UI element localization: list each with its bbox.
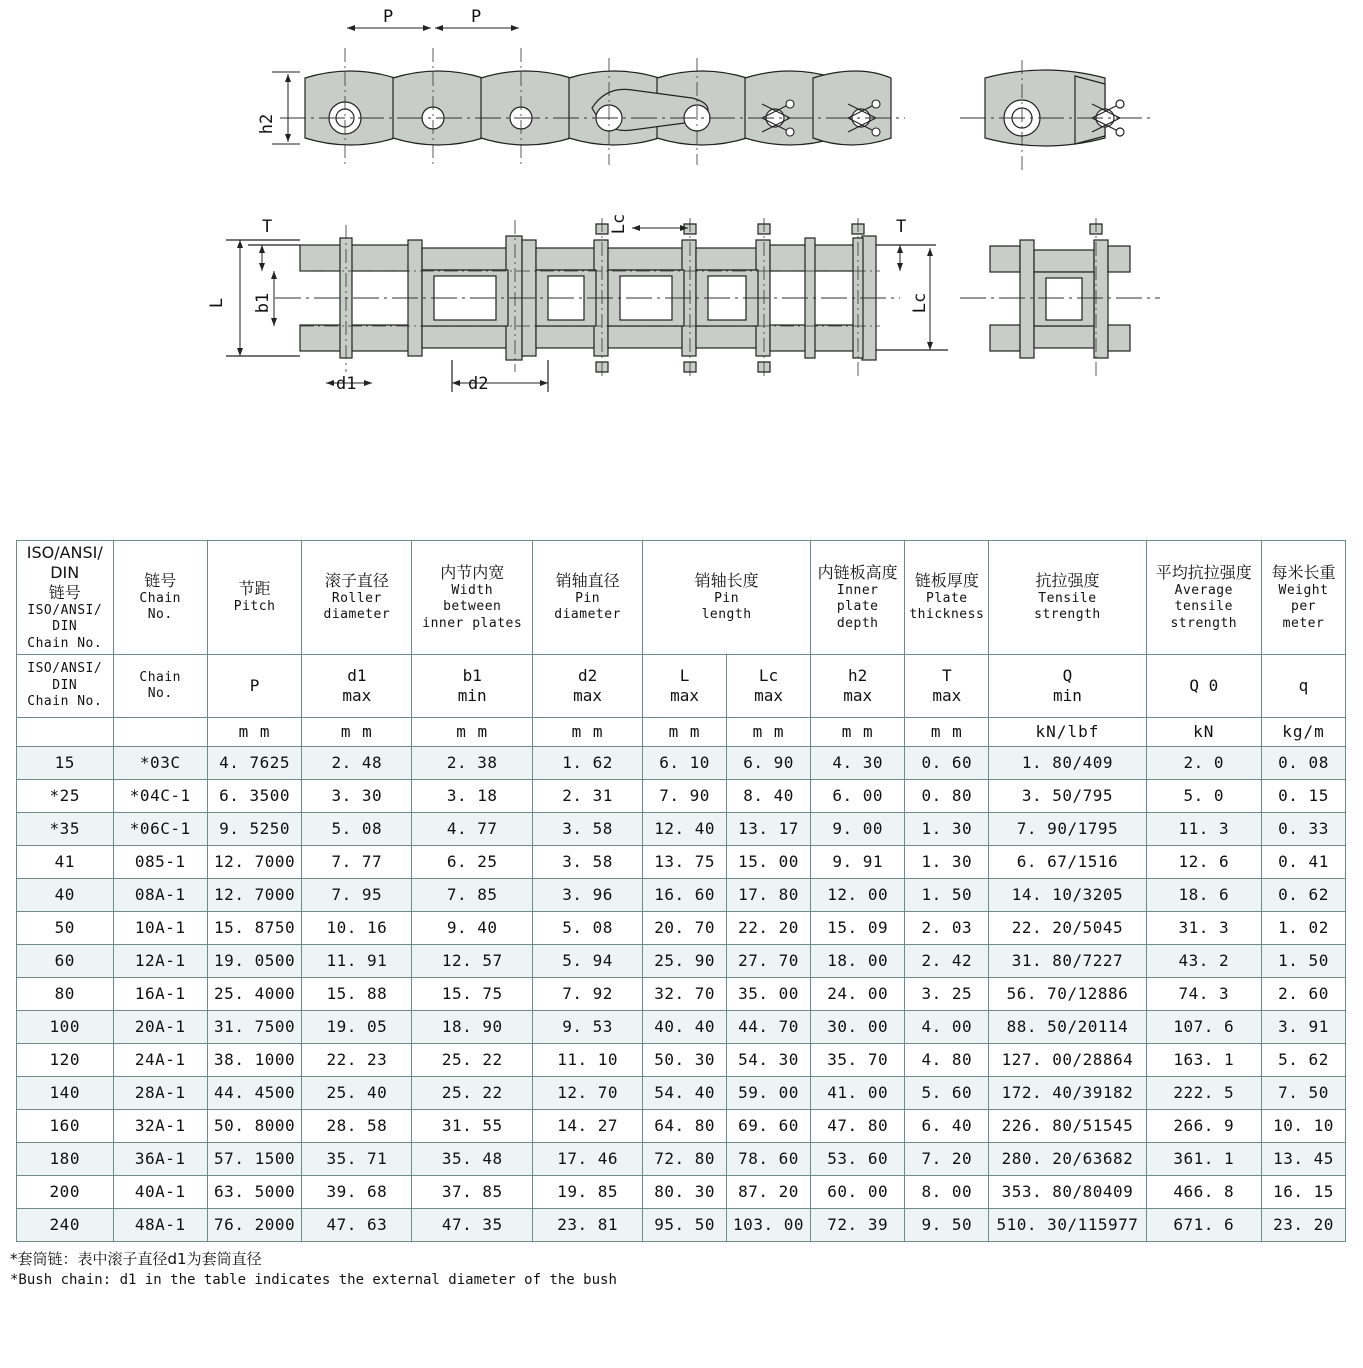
table-cell: 25. 4000: [207, 977, 301, 1010]
table-cell: 6. 67/1516: [989, 845, 1146, 878]
table-cell: 08A-1: [113, 878, 207, 911]
table-cell: 35. 71: [302, 1142, 412, 1175]
table-cell: 40A-1: [113, 1175, 207, 1208]
th-unit-lc: m m: [727, 717, 811, 746]
table-cell: 20. 70: [643, 911, 727, 944]
table-cell: 127. 00/28864: [989, 1043, 1146, 1076]
table-row: [17, 977, 1346, 1010]
table-cell: 7. 85: [412, 878, 533, 911]
table-cell: 31. 80/7227: [989, 944, 1146, 977]
table-cell: 80: [17, 977, 114, 1010]
chain-drawing-svg: [0, 0, 1363, 540]
table-cell: 12. 6: [1146, 845, 1261, 878]
th-sym-iso: ISO/ANSI/ DIN Chain No.: [17, 654, 114, 717]
table-cell: 8. 00: [905, 1175, 989, 1208]
connecting-link-detail: [960, 60, 1150, 172]
table-cell: 47. 80: [810, 1109, 904, 1142]
table-cell: 240: [17, 1208, 114, 1241]
th-unit-p: m m: [207, 717, 301, 746]
label-t-right: T: [896, 217, 907, 237]
table-cell: 3. 25: [905, 977, 989, 1010]
table-cell: 31. 7500: [207, 1010, 301, 1043]
chain-spec-table: [16, 540, 1346, 1242]
table-cell: 9. 00: [810, 812, 904, 845]
table-cell: 5. 62: [1261, 1043, 1345, 1076]
table-cell: 40: [17, 878, 114, 911]
table-cell: 1. 30: [905, 812, 989, 845]
table-cell: 4. 80: [905, 1043, 989, 1076]
table-cell: 085-1: [113, 845, 207, 878]
table-cell: 10A-1: [113, 911, 207, 944]
th-sym-b1: b1 min: [412, 654, 533, 717]
table-cell: 1. 50: [905, 878, 989, 911]
table-cell: 107. 6: [1146, 1010, 1261, 1043]
table-cell: 3. 58: [533, 845, 643, 878]
table-cell: 9. 91: [810, 845, 904, 878]
table-cell: *04C-1: [113, 779, 207, 812]
table-cell: 0. 80: [905, 779, 989, 812]
table-cell: 7. 92: [533, 977, 643, 1010]
table-cell: 41. 00: [810, 1076, 904, 1109]
th-sym-lc: Lc max: [727, 654, 811, 717]
table-cell: 5. 0: [1146, 779, 1261, 812]
table-cell: 5. 08: [302, 812, 412, 845]
table-cell: 11. 3: [1146, 812, 1261, 845]
table-cell: 9. 50: [905, 1208, 989, 1241]
table-cell: 37. 85: [412, 1175, 533, 1208]
table-cell: 172. 40/39182: [989, 1076, 1146, 1109]
table-cell: 18. 00: [810, 944, 904, 977]
label-d2: d2: [468, 374, 489, 394]
table-cell: 14. 10/3205: [989, 878, 1146, 911]
table-cell: 0. 62: [1261, 878, 1345, 911]
table-cell: 22. 20: [727, 911, 811, 944]
table-cell: 266. 9: [1146, 1109, 1261, 1142]
table-row: [17, 1175, 1346, 1208]
table-cell: 466. 8: [1146, 1175, 1261, 1208]
table-cell: 0. 15: [1261, 779, 1345, 812]
table-cell: 4. 7625: [207, 746, 301, 779]
table-cell: 95. 50: [643, 1208, 727, 1241]
table-cell: 7. 77: [302, 845, 412, 878]
th-sym-q: Q min: [989, 654, 1146, 717]
table-cell: 5. 60: [905, 1076, 989, 1109]
table-cell: 30. 00: [810, 1010, 904, 1043]
table-cell: 222. 5: [1146, 1076, 1261, 1109]
table-cell: 59. 00: [727, 1076, 811, 1109]
table-cell: 50: [17, 911, 114, 944]
table-cell: 76. 2000: [207, 1208, 301, 1241]
table-row: [17, 944, 1346, 977]
table-row: [17, 1076, 1346, 1109]
table-cell: 10. 16: [302, 911, 412, 944]
table-cell: 2. 60: [1261, 977, 1345, 1010]
table-cell: 103. 00: [727, 1208, 811, 1241]
table-cell: 35. 70: [810, 1043, 904, 1076]
th-sym-h2: h2 max: [810, 654, 904, 717]
table-row: [17, 1208, 1346, 1241]
th-chain-no: 链号 Chain No.: [113, 541, 207, 655]
table-cell: 3. 58: [533, 812, 643, 845]
table-cell: 226. 80/51545: [989, 1109, 1146, 1142]
table-cell: 7. 50: [1261, 1076, 1345, 1109]
table-cell: 44. 4500: [207, 1076, 301, 1109]
table-cell: *06C-1: [113, 812, 207, 845]
table-cell: 6. 3500: [207, 779, 301, 812]
table-row: [17, 1010, 1346, 1043]
table-row: [17, 845, 1346, 878]
table-cell: 7. 20: [905, 1142, 989, 1175]
table-cell: *35: [17, 812, 114, 845]
table-cell: 24A-1: [113, 1043, 207, 1076]
table-cell: 1. 80/409: [989, 746, 1146, 779]
table-cell: 510. 30/115977: [989, 1208, 1146, 1241]
table-cell: 163. 1: [1146, 1043, 1261, 1076]
table-row: [17, 1142, 1346, 1175]
table-cell: 12. 7000: [207, 878, 301, 911]
table-cell: 12. 40: [643, 812, 727, 845]
table-cell: 69. 60: [727, 1109, 811, 1142]
table-cell: 2. 0: [1146, 746, 1261, 779]
table-cell: 1. 02: [1261, 911, 1345, 944]
table-cell: 23. 81: [533, 1208, 643, 1241]
th-width-between-inner-plates: 内节内宽 Width between inner plates: [412, 541, 533, 655]
table-cell: 200: [17, 1175, 114, 1208]
table-row: [17, 779, 1346, 812]
th-sym-d2: d2 max: [533, 654, 643, 717]
th-pitch: 节距 Pitch: [207, 541, 301, 655]
table-row: [17, 911, 1346, 944]
table-cell: 72. 39: [810, 1208, 904, 1241]
table-cell: 1. 30: [905, 845, 989, 878]
table-cell: 140: [17, 1076, 114, 1109]
table-header-row-names: [17, 541, 1346, 655]
table-cell: 15. 8750: [207, 911, 301, 944]
table-cell: 35. 00: [727, 977, 811, 1010]
table-cell: 31. 3: [1146, 911, 1261, 944]
table-cell: 13. 75: [643, 845, 727, 878]
table-cell: 1. 62: [533, 746, 643, 779]
th-unit-h2: m m: [810, 717, 904, 746]
table-cell: 54. 40: [643, 1076, 727, 1109]
th-unit-q0: kN: [1146, 717, 1261, 746]
th-pin-diameter: 销轴直径 Pin diameter: [533, 541, 643, 655]
table-cell: 9. 5250: [207, 812, 301, 845]
table-cell: 15. 88: [302, 977, 412, 1010]
table-cell: 19. 05: [302, 1010, 412, 1043]
th-sym-q0: Q 0: [1146, 654, 1261, 717]
table-cell: 7. 90: [643, 779, 727, 812]
table-cell: 24. 00: [810, 977, 904, 1010]
th-iso-chain-no: ISO/ANSI/ DIN 链号 ISO/ANSI/ DIN Chain No.: [17, 541, 114, 655]
table-cell: 12. 57: [412, 944, 533, 977]
table-cell: 19. 85: [533, 1175, 643, 1208]
table-cell: 7. 95: [302, 878, 412, 911]
table-cell: 28. 58: [302, 1109, 412, 1142]
th-sym-chain-no: Chain No.: [113, 654, 207, 717]
table-row: [17, 746, 1346, 779]
label-p2: P: [471, 7, 482, 27]
table-cell: 56. 70/12886: [989, 977, 1146, 1010]
th-inner-plate-depth: 内链板高度 Inner plate depth: [810, 541, 904, 655]
table-cell: 1. 50: [1261, 944, 1345, 977]
table-cell: 8. 40: [727, 779, 811, 812]
table-cell: 3. 91: [1261, 1010, 1345, 1043]
table-cell: 50. 30: [643, 1043, 727, 1076]
th-sym-q-weight: q: [1261, 654, 1345, 717]
table-cell: 671. 6: [1146, 1208, 1261, 1241]
table-cell: 280. 20/63682: [989, 1142, 1146, 1175]
table-cell: 64. 80: [643, 1109, 727, 1142]
table-cell: 6. 40: [905, 1109, 989, 1142]
table-cell: 4. 00: [905, 1010, 989, 1043]
table-cell: 43. 2: [1146, 944, 1261, 977]
table-cell: 2. 31: [533, 779, 643, 812]
th-average-tensile-strength: 平均抗拉强度 Average tensile strength: [1146, 541, 1261, 655]
table-cell: 2. 42: [905, 944, 989, 977]
table-cell: 7. 90/1795: [989, 812, 1146, 845]
table-cell: 4. 30: [810, 746, 904, 779]
table-cell: 15. 09: [810, 911, 904, 944]
table-cell: 6. 25: [412, 845, 533, 878]
table-cell: 11. 91: [302, 944, 412, 977]
label-h2: h2: [257, 113, 277, 135]
table-cell: 9. 53: [533, 1010, 643, 1043]
label-p1: P: [383, 7, 394, 27]
bottom-plan-view: [226, 218, 948, 392]
table-cell: 80. 30: [643, 1175, 727, 1208]
th-weight-per-meter: 每米长重 Weight per meter: [1261, 541, 1345, 655]
table-cell: 38. 1000: [207, 1043, 301, 1076]
th-unit-t: m m: [905, 717, 989, 746]
note-cn: *套筒链：表中滚子直径d1为套筒直径: [10, 1249, 262, 1268]
table-cell: 22. 23: [302, 1043, 412, 1076]
th-unit-d2: m m: [533, 717, 643, 746]
table-cell: 160: [17, 1109, 114, 1142]
th-unit-d1: m m: [302, 717, 412, 746]
th-unit-q: kN/lbf: [989, 717, 1146, 746]
table-cell: 6. 10: [643, 746, 727, 779]
top-side-view: [272, 28, 905, 165]
table-cell: 63. 5000: [207, 1175, 301, 1208]
table-cell: 2. 03: [905, 911, 989, 944]
table-cell: 47. 35: [412, 1208, 533, 1241]
table-cell: 10. 10: [1261, 1109, 1345, 1142]
table-cell: 53. 60: [810, 1142, 904, 1175]
th-unit-l: m m: [643, 717, 727, 746]
table-cell: 31. 55: [412, 1109, 533, 1142]
table-cell: 5. 94: [533, 944, 643, 977]
table-header-row-units: [17, 717, 1346, 746]
th-roller-diameter: 滚子直径 Roller diameter: [302, 541, 412, 655]
table-cell: 5. 08: [533, 911, 643, 944]
table-cell: 15. 75: [412, 977, 533, 1010]
label-d1: d1: [336, 374, 357, 394]
table-cell: 12. 7000: [207, 845, 301, 878]
table-cell: *03C: [113, 746, 207, 779]
th-sym-d1: d1 max: [302, 654, 412, 717]
label-l: L: [207, 297, 227, 309]
table-cell: 14. 27: [533, 1109, 643, 1142]
table-cell: 9. 40: [412, 911, 533, 944]
table-cell: 87. 20: [727, 1175, 811, 1208]
table-cell: 60: [17, 944, 114, 977]
table-cell: 0. 08: [1261, 746, 1345, 779]
table-cell: 60. 00: [810, 1175, 904, 1208]
table-cell: 78. 60: [727, 1142, 811, 1175]
table-row: [17, 1109, 1346, 1142]
table-cell: *25: [17, 779, 114, 812]
table-cell: 50. 8000: [207, 1109, 301, 1142]
table-cell: 74. 3: [1146, 977, 1261, 1010]
table-cell: 12. 70: [533, 1076, 643, 1109]
table-cell: 54. 30: [727, 1043, 811, 1076]
table-cell: 2. 38: [412, 746, 533, 779]
table-cell: 12. 00: [810, 878, 904, 911]
table-cell: 3. 96: [533, 878, 643, 911]
label-lc-top: Lc: [609, 213, 629, 235]
table-cell: 6. 00: [810, 779, 904, 812]
table-cell: 17. 80: [727, 878, 811, 911]
th-sym-l: L max: [643, 654, 727, 717]
table-cell: 353. 80/80409: [989, 1175, 1146, 1208]
th-tensile-strength: 抗拉强度 Tensile strength: [989, 541, 1146, 655]
table-row: [17, 878, 1346, 911]
table-cell: 16. 60: [643, 878, 727, 911]
table-cell: 180: [17, 1142, 114, 1175]
table-cell: 22. 20/5045: [989, 911, 1146, 944]
table-cell: 3. 50/795: [989, 779, 1146, 812]
table-cell: 13. 17: [727, 812, 811, 845]
table-cell: 72. 80: [643, 1142, 727, 1175]
table-cell: 0. 33: [1261, 812, 1345, 845]
table-cell: 15: [17, 746, 114, 779]
table-cell: 18. 6: [1146, 878, 1261, 911]
table-cell: 36A-1: [113, 1142, 207, 1175]
table-cell: 25. 22: [412, 1076, 533, 1109]
table-cell: 11. 10: [533, 1043, 643, 1076]
th-unit-iso: [17, 717, 114, 746]
table-body: [17, 746, 1346, 1241]
th-unit-chain-no: [113, 717, 207, 746]
table-cell: 41: [17, 845, 114, 878]
table-cell: 12A-1: [113, 944, 207, 977]
table-cell: 16A-1: [113, 977, 207, 1010]
table-cell: 35. 48: [412, 1142, 533, 1175]
table-row: [17, 812, 1346, 845]
table-cell: 18. 90: [412, 1010, 533, 1043]
table-cell: 6. 90: [727, 746, 811, 779]
chain-technical-diagram: [0, 0, 1363, 540]
th-sym-p: P: [207, 654, 301, 717]
table-cell: 39. 68: [302, 1175, 412, 1208]
table-cell: 40. 40: [643, 1010, 727, 1043]
th-sym-t: T max: [905, 654, 989, 717]
table-cell: 4. 77: [412, 812, 533, 845]
th-pin-length: 销轴长度 Pin length: [643, 541, 811, 655]
table-cell: 23. 20: [1261, 1208, 1345, 1241]
table-cell: 32A-1: [113, 1109, 207, 1142]
table-header-row-symbols: [17, 654, 1346, 717]
table-cell: 120: [17, 1043, 114, 1076]
table-cell: 2. 48: [302, 746, 412, 779]
table-cell: 0. 60: [905, 746, 989, 779]
table-cell: 19. 0500: [207, 944, 301, 977]
table-cell: 16. 15: [1261, 1175, 1345, 1208]
table-cell: 0. 41: [1261, 845, 1345, 878]
table-notes: [10, 1248, 1353, 1292]
table-cell: 20A-1: [113, 1010, 207, 1043]
table-cell: 28A-1: [113, 1076, 207, 1109]
th-unit-weight: kg/m: [1261, 717, 1345, 746]
label-t-left: T: [262, 217, 273, 237]
table-cell: 47. 63: [302, 1208, 412, 1241]
table-cell: 361. 1: [1146, 1142, 1261, 1175]
label-lc-right: Lc: [910, 292, 930, 314]
label-b1: b1: [253, 292, 273, 314]
th-unit-b1: m m: [412, 717, 533, 746]
table-cell: 57. 1500: [207, 1142, 301, 1175]
connecting-link-section-detail: [960, 218, 1160, 378]
table-cell: 88. 50/20114: [989, 1010, 1146, 1043]
table-cell: 48A-1: [113, 1208, 207, 1241]
table-cell: 17. 46: [533, 1142, 643, 1175]
table-cell: 25. 90: [643, 944, 727, 977]
note-en: *Bush chain: d1 in the table indicates the external diameter of the bush: [10, 1272, 617, 1289]
table-cell: 3. 18: [412, 779, 533, 812]
table-cell: 15. 00: [727, 845, 811, 878]
table-cell: 32. 70: [643, 977, 727, 1010]
table-cell: 13. 45: [1261, 1142, 1345, 1175]
table-cell: 3. 30: [302, 779, 412, 812]
table-cell: 100: [17, 1010, 114, 1043]
th-plate-thickness: 链板厚度 Plate thickness: [905, 541, 989, 655]
table-cell: 25. 40: [302, 1076, 412, 1109]
table-cell: 25. 22: [412, 1043, 533, 1076]
table-cell: 27. 70: [727, 944, 811, 977]
table-cell: 44. 70: [727, 1010, 811, 1043]
table-row: [17, 1043, 1346, 1076]
